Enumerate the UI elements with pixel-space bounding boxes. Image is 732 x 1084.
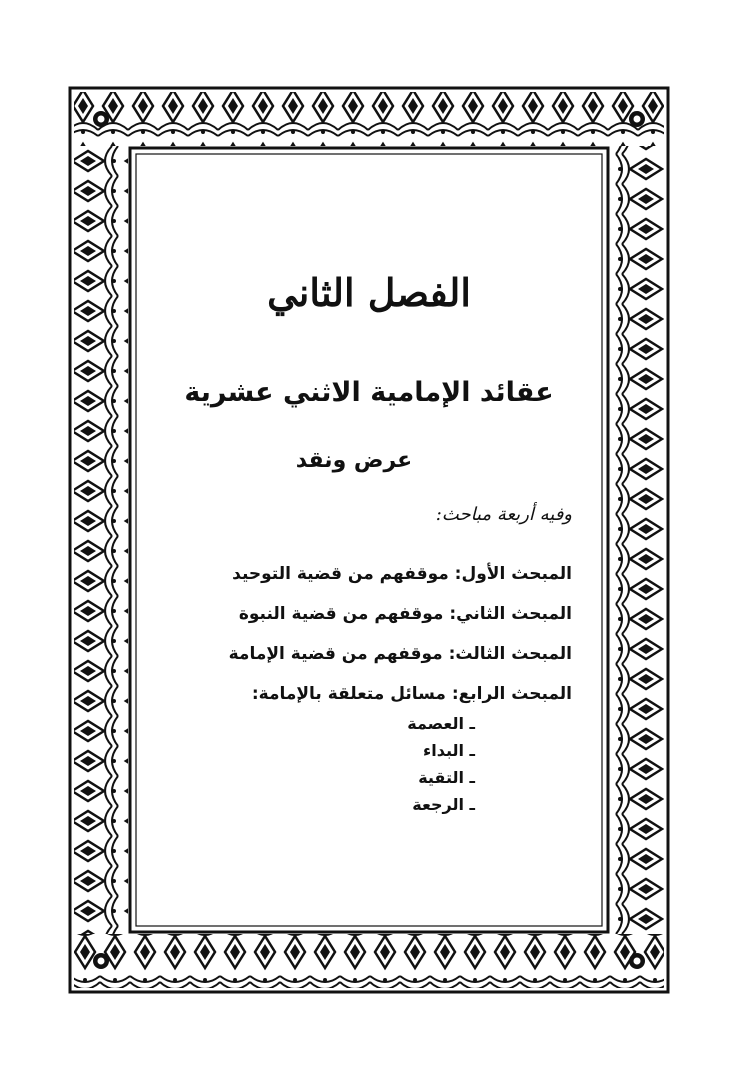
subitem: ـ البداء bbox=[423, 741, 475, 760]
section-item: المبحث الثالث: موقفهم من قضية الإمامة bbox=[228, 644, 572, 664]
sections-list bbox=[229, 562, 572, 722]
section-item: المبحث الرابع: مسائل متعلقة بالإمامة: bbox=[251, 684, 572, 704]
section-item: المبحث الأول: موقفهم من قضية التوحيد bbox=[232, 564, 572, 584]
page-content bbox=[138, 152, 600, 928]
subitem: ـ العصمة bbox=[407, 714, 475, 733]
subitem: ـ الرجعة bbox=[412, 795, 475, 814]
sub-title: عرض ونقد bbox=[295, 448, 413, 473]
subitems-list bbox=[407, 712, 475, 820]
subitem: ـ التقية bbox=[418, 768, 475, 787]
intro-text: وفيه أربعة مباحث: bbox=[435, 504, 572, 525]
section-item: المبحث الثاني: موقفهم من قضية النبوة bbox=[238, 604, 572, 624]
chapter-title: الفصل الثاني bbox=[267, 270, 471, 315]
main-title: عقائد الإمامية الاثني عشرية bbox=[184, 377, 554, 408]
